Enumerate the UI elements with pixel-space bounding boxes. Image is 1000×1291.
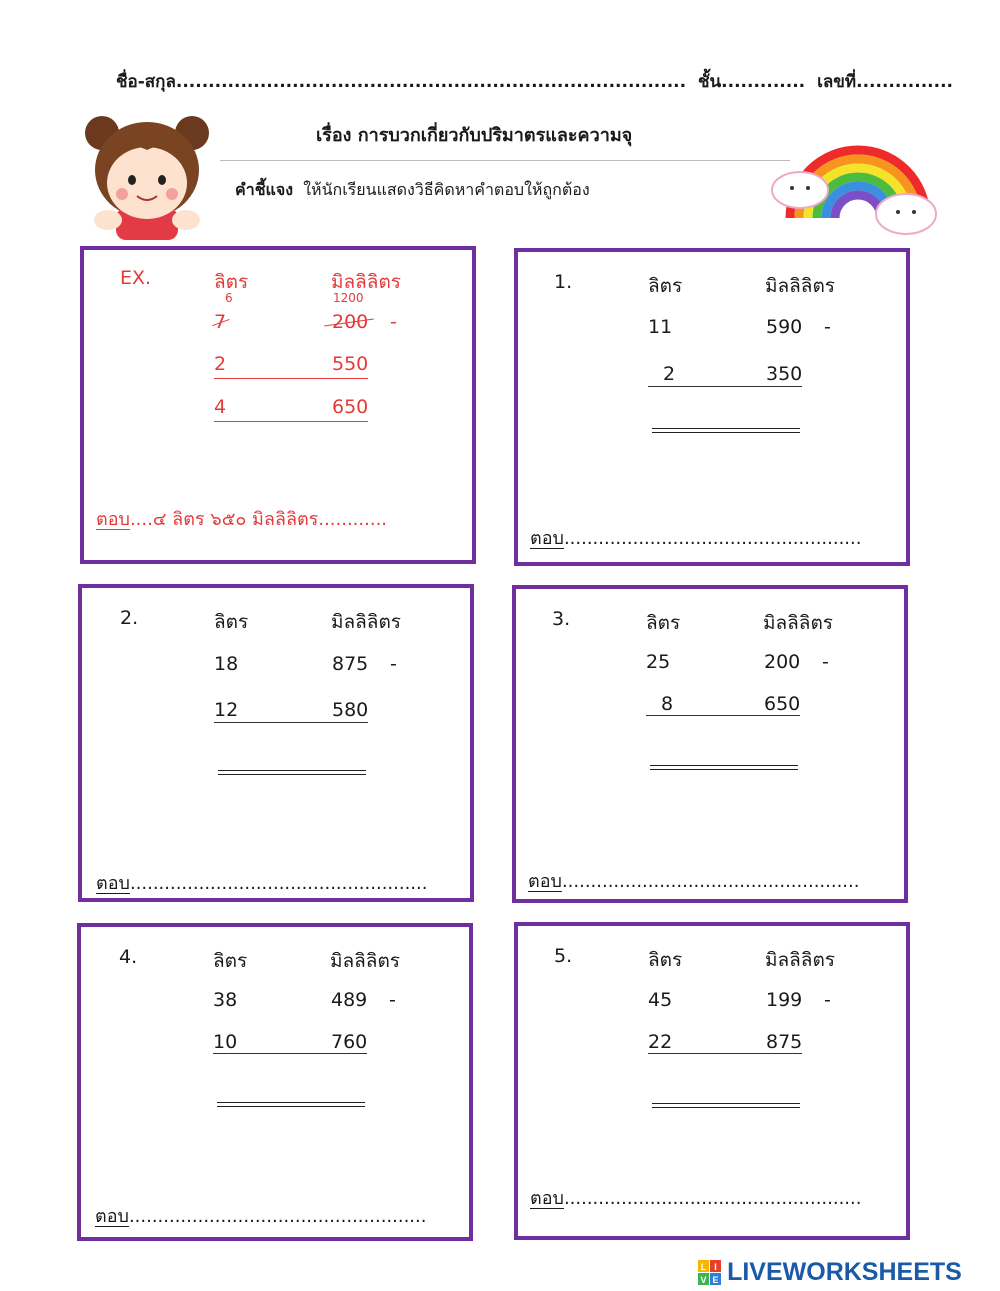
minus-sign: -	[824, 316, 831, 338]
operand-underline	[214, 378, 368, 379]
liter-header: ลิตร	[214, 611, 249, 633]
problem-box-2	[78, 584, 474, 902]
problem-box-3	[512, 585, 908, 903]
problem-box-4	[77, 923, 473, 1241]
row1-ml: 489	[331, 989, 368, 1011]
row2-liter: 2	[663, 363, 676, 385]
row1-liter: 11	[648, 316, 673, 338]
page-title: เรื่อง การบวกเกี่ยวกับปริมาตรและความจุ	[316, 125, 633, 146]
example-label: EX.	[120, 267, 152, 289]
row1-ml: 200	[764, 651, 801, 673]
row2-ml: 875	[766, 1031, 803, 1053]
problem-number: 4.	[119, 946, 138, 968]
result-liter: 4	[214, 396, 227, 418]
row2-liter: 10	[213, 1031, 238, 1053]
row2-ml: 550	[332, 353, 369, 375]
borrow-liter: 6	[225, 291, 233, 305]
answer-double-line[interactable]	[217, 1102, 365, 1107]
row1-liter: 45	[648, 989, 673, 1011]
answer-double-line[interactable]	[218, 770, 366, 775]
minus-sign: -	[822, 651, 829, 673]
row2-ml: 760	[331, 1031, 368, 1053]
row2-liter: 2	[214, 353, 227, 375]
logo-icon	[698, 1260, 722, 1286]
minus-sign: -	[390, 311, 397, 333]
ml-header: มิลลิลิตร	[331, 611, 401, 633]
rainbow-illustration	[768, 128, 946, 243]
answer-line[interactable]: ตอบ....................................................	[530, 1188, 862, 1209]
name-field: ชื่อ-สกุล............................................................................... ชั้น............. เลขที่...............	[116, 72, 953, 92]
brand-text: LIVEWORKSHEETS	[727, 1258, 962, 1286]
row1-liter: 7	[214, 311, 227, 333]
answer-line[interactable]: ตอบ....................................................	[530, 528, 862, 549]
svg-text:V: V	[700, 1274, 707, 1285]
row2-ml: 580	[332, 699, 369, 721]
svg-text:I: I	[714, 1261, 717, 1272]
row1-liter: 38	[213, 989, 238, 1011]
minus-sign: -	[389, 989, 396, 1011]
result-ml: 650	[332, 396, 369, 418]
ml-header: มิลลิลิตร	[765, 949, 835, 971]
operand-underline	[648, 1053, 802, 1054]
row1-liter: 25	[646, 651, 671, 673]
svg-text:L: L	[700, 1261, 707, 1272]
operand-underline	[214, 722, 368, 723]
problem-number: 1.	[554, 271, 573, 293]
liter-header: ลิตร	[648, 949, 683, 971]
ml-header: มิลลิลิตร	[331, 271, 401, 293]
problem-number: 3.	[552, 608, 571, 630]
minus-sign: -	[390, 653, 397, 675]
operand-underline	[213, 1053, 367, 1054]
ml-header: มิลลิลิตร	[765, 275, 835, 297]
row2-liter: 8	[661, 693, 674, 715]
instruction: คำชี้แจง ให้นักเรียนแสดงวิธีคิดหาคำตอบให้ถูกต้อง	[235, 180, 590, 199]
operand-underline	[646, 715, 800, 716]
liveworksheets-logo	[698, 1258, 962, 1284]
problem-number: 2.	[120, 607, 139, 629]
answer-double-line[interactable]	[650, 765, 798, 770]
answer-line[interactable]: ตอบ....................................................	[96, 873, 428, 894]
answer-line[interactable]: ตอบ....................................................	[95, 1206, 427, 1227]
svg-text:E: E	[712, 1274, 719, 1285]
liter-header: ลิตร	[213, 950, 248, 972]
row1-ml: 199	[766, 989, 803, 1011]
liter-header: ลิตร	[214, 271, 249, 293]
minus-sign: -	[824, 989, 831, 1011]
answer-double-line[interactable]	[652, 1103, 800, 1108]
example-answer: ตอบ....๔ ลิตร ๖๕๐ มิลลิลิตร............	[96, 509, 388, 530]
ml-header: มิลลิลิตร	[763, 612, 833, 634]
title-divider	[220, 160, 790, 161]
answer-double-line[interactable]	[652, 428, 800, 433]
answer-line[interactable]: ตอบ....................................................	[528, 871, 860, 892]
row1-liter: 18	[214, 653, 239, 675]
row2-ml: 650	[764, 693, 801, 715]
row1-ml: 200	[332, 311, 369, 333]
liter-header: ลิตร	[646, 612, 681, 634]
row1-ml: 875	[332, 653, 369, 675]
row2-liter: 22	[648, 1031, 673, 1053]
example-box	[80, 246, 476, 564]
girl-illustration	[80, 108, 225, 243]
problem-number: 5.	[554, 945, 573, 967]
problem-box-1	[514, 248, 910, 566]
row1-ml: 590	[766, 316, 803, 338]
ml-header: มิลลิลิตร	[330, 950, 400, 972]
liter-header: ลิตร	[648, 275, 683, 297]
operand-underline	[648, 386, 802, 387]
problem-box-5	[514, 922, 910, 1240]
row2-ml: 350	[766, 363, 803, 385]
row2-liter: 12	[214, 699, 239, 721]
result-underline	[214, 421, 368, 422]
borrow-ml: 1200	[333, 291, 364, 305]
